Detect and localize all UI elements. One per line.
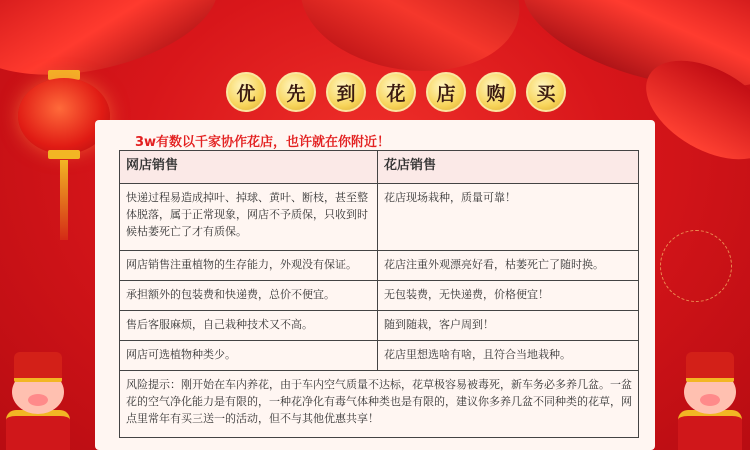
header-flower-shop: 花店销售 [378, 151, 639, 184]
title-char: 买 [526, 72, 566, 112]
table-cell: 花店现场栽种，质量可靠！ [378, 184, 639, 251]
header-online-store: 网店销售 [120, 151, 378, 184]
title-char: 购 [476, 72, 516, 112]
table-row [120, 251, 639, 281]
table-footer-row [120, 371, 639, 438]
table-row [120, 184, 639, 251]
table-cell: 承担额外的包装费和快递费，总价不便宜。 [120, 281, 378, 311]
table-cell: 网店销售注重植物的生存能力，外观没有保证。 [120, 251, 378, 281]
firework-icon [660, 230, 732, 302]
tagline: 3w有数以千家协作花店，也许就在你附近！ [135, 135, 391, 150]
table-cell: 无包装费，无快递费，价格便宜！ [378, 281, 639, 311]
table-cell: 随到随栽，客户周到！ [378, 311, 639, 341]
title-char: 店 [426, 72, 466, 112]
table-row [120, 311, 639, 341]
lantern-tassel [60, 160, 68, 240]
table-row [120, 281, 639, 311]
pig-mascot-icon [672, 350, 750, 450]
title-char: 先 [276, 72, 316, 112]
table-cell: 网店可选植物种类少。 [120, 341, 378, 371]
lantern-base [48, 150, 80, 159]
table-cell: 花店注重外观漂亮好看，枯萎死亡了随时换。 [378, 251, 639, 281]
table-header-row [120, 151, 639, 184]
ribbon-decoration [0, 0, 230, 96]
comparison-table [119, 150, 639, 438]
title-char: 到 [326, 72, 366, 112]
title-char: 优 [226, 72, 266, 112]
table-row [120, 341, 639, 371]
title-bar [226, 72, 566, 112]
pig-mascot-icon [0, 350, 78, 450]
title-char: 花 [376, 72, 416, 112]
risk-notice: 风险提示：刚开始在车内养花，由于车内空气质量不达标，花草极容易被毒死，新车务必多养几盆。一盆花的空气净化能力是有限的，一种花净化有毒气体种类也是有限的，建议你多养几盆不同种类的花草，网点里常年有买三送一的活动，但不与其他优惠共享！ [120, 371, 639, 438]
table-cell: 花店里想选啥有啥，且符合当地栽种。 [378, 341, 639, 371]
table-cell: 售后客服麻烦，自己栽种技术又不高。 [120, 311, 378, 341]
table-cell: 快递过程易造成掉叶、掉球、黄叶、断枝，甚至整体脱落，属于正常现象，网店不予质保，只收到时候枯萎死亡了才有质保。 [120, 184, 378, 251]
